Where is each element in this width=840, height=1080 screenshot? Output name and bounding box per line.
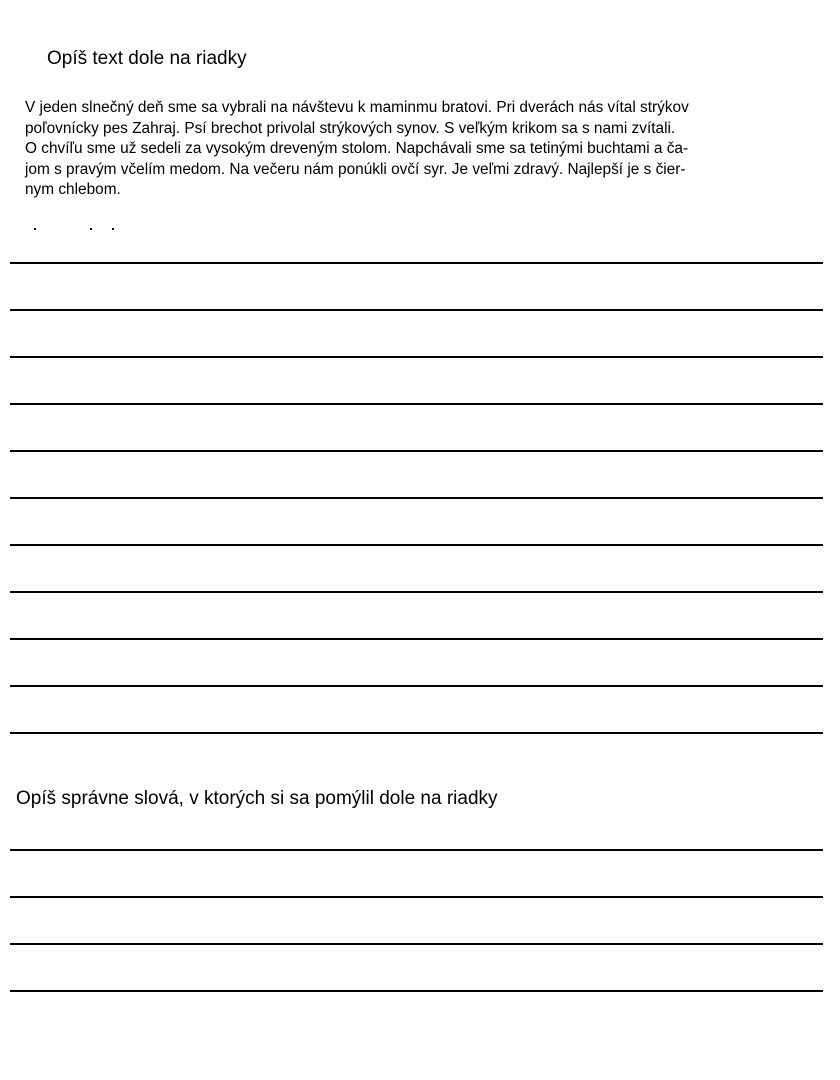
passage-line: V jeden slnečný deň sme sa vybrali na návštevu k maminmu bratovi. Pri dverách nás vítal strýkov: [25, 99, 689, 116]
writing-line[interactable]: [10, 591, 823, 593]
writing-line[interactable]: [10, 943, 823, 945]
passage-line: jom s pravým včelím medom. Na večeru nám ponúkli ovčí syr. Je veľmi zdravý. Najlepší je s čier-: [25, 160, 686, 178]
passage-line: poľovnícky pes Zahraj. Psí brechot privolal strýkových synov. S veľkým krikom sa s nami zvítali.: [25, 119, 676, 137]
exercise1-instruction: Opíš text dole na riadky: [47, 48, 247, 69]
writing-line[interactable]: [10, 685, 823, 687]
writing-line[interactable]: [10, 638, 823, 640]
writing-line[interactable]: [10, 403, 823, 405]
writing-line[interactable]: [10, 450, 823, 452]
writing-line[interactable]: [10, 544, 823, 546]
writing-line[interactable]: [10, 356, 823, 358]
writing-line[interactable]: [10, 990, 823, 992]
writing-line[interactable]: [10, 497, 823, 499]
writing-line[interactable]: [10, 732, 823, 734]
writing-line[interactable]: [10, 896, 823, 898]
passage-line: O chvíľu sme už sedeli za vysokým dreveným stolom. Napchávali sme sa tetinými buchtami a ča-: [25, 140, 689, 158]
passage-line: nym chlebom.: [25, 181, 121, 199]
exercise2-instruction: Opíš správne slová, v ktorých si sa pomýlil dole na riadky: [16, 788, 498, 809]
writing-line[interactable]: [10, 262, 823, 264]
writing-line[interactable]: [10, 849, 823, 851]
writing-line[interactable]: [10, 309, 823, 311]
exercise1-passage: [25, 98, 815, 201]
cropped-text-fragment: [30, 226, 120, 231]
